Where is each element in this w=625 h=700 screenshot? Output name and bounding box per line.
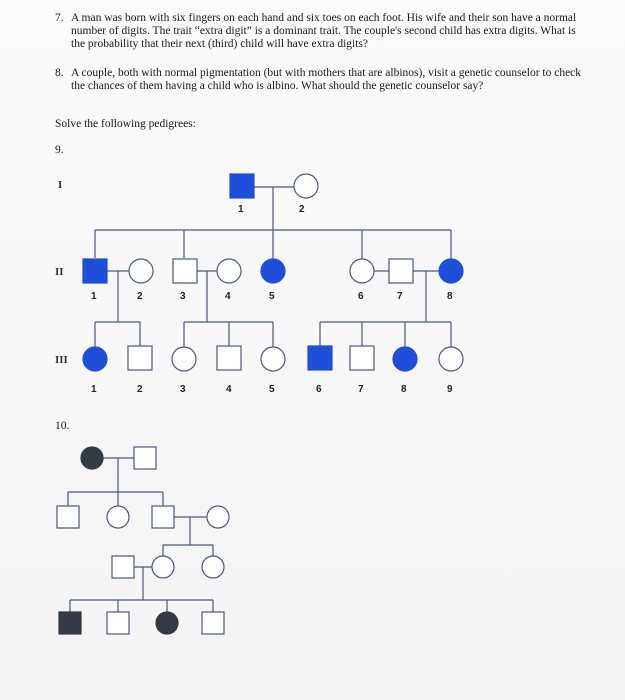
gen3-label-9: 9: [447, 384, 453, 395]
gen2-label-6: 6: [358, 291, 364, 302]
pedigree-9: [55, 174, 463, 395]
gen3-label-7: 7: [358, 384, 364, 395]
gen2-individual-5-female-affected: [261, 259, 285, 283]
gen3-individual-5-female: [261, 347, 285, 371]
gen1-individual-1-male-affected: [230, 174, 254, 198]
p10-gen4-male-2: [202, 612, 224, 634]
question-7-text: A man was born with six fingers on each hand and six toes on each foot. His wife and their son have a normal number of digits. The trait “extra digit” is a dominant trait. The couple's second child has extra digits. What is the probability that their next (third) child will have extra digits?: [71, 12, 577, 50]
pedigree-10: [57, 447, 229, 634]
gen1-individual-2-female: [294, 174, 318, 198]
p10-gen1-female-affected: [81, 447, 103, 469]
p10-gen3-female-2: [202, 556, 224, 578]
gen2-label-7: 7: [397, 291, 403, 302]
gen3-individual-4-male: [217, 346, 241, 370]
gen2-individual-2-female: [129, 259, 153, 283]
p10-gen3-spouse-male: [112, 556, 134, 578]
p10-gen4-female-affected: [156, 612, 178, 634]
gen2-individual-4-female: [217, 259, 241, 283]
gen3-individual-7-male: [350, 346, 374, 370]
question-7-number: 7.: [55, 12, 64, 24]
gen3-label-3: 3: [180, 384, 186, 395]
gen2-label-3: 3: [180, 291, 186, 302]
pedigree-9-number: 9.: [55, 144, 64, 156]
gen2-individual-7-male: [389, 259, 413, 283]
gen3-individual-9-female: [439, 347, 463, 371]
generation-label-1: I: [58, 179, 63, 191]
generation-label-2: II: [55, 266, 64, 278]
gen1-label-2: 2: [299, 204, 305, 215]
gen3-label-2: 2: [137, 384, 143, 395]
gen2-label-5: 5: [269, 291, 275, 302]
gen2-individual-8-female-affected: [439, 259, 463, 283]
gen3-label-8: 8: [401, 384, 407, 395]
gen1-label-1: 1: [238, 204, 244, 215]
gen2-label-4: 4: [225, 291, 231, 302]
pedigree-instruction: Solve the following pedigrees:: [55, 118, 196, 130]
gen3-individual-1-female-affected: [83, 347, 107, 371]
p10-gen2-male-1: [57, 506, 79, 528]
question-8-text: A couple, both with normal pigmentation (but with mothers that are albinos), visit a genetic counselor to check the chances of them having a child who is albino. What should the genetic counselor say?: [71, 67, 582, 92]
gen2-label-1: 1: [91, 291, 97, 302]
gen3-label-1: 1: [91, 384, 97, 395]
p10-gen1-male: [134, 447, 156, 469]
p10-gen3-female-1: [152, 556, 174, 578]
gen3-individual-3-female: [172, 347, 196, 371]
gen2-individual-6-female: [350, 259, 374, 283]
pedigree-10-number: 10.: [55, 420, 70, 432]
p10-gen4-male-affected: [59, 612, 81, 634]
gen3-label-6: 6: [316, 384, 322, 395]
question-8-number: 8.: [55, 67, 64, 79]
p10-gen2-spouse-female: [207, 506, 229, 528]
p10-gen2-female: [107, 506, 129, 528]
p10-gen4-male: [107, 612, 129, 634]
gen3-label-4: 4: [226, 384, 232, 395]
gen2-label-2: 2: [137, 291, 143, 302]
gen2-individual-1-male-affected: [83, 259, 107, 283]
p10-gen2-male-2: [152, 506, 174, 528]
generation-label-3: III: [55, 354, 68, 366]
gen3-individual-6-male-affected: [308, 346, 332, 370]
gen2-individual-3-male: [173, 259, 197, 283]
gen3-individual-8-female-affected: [393, 347, 417, 371]
gen3-label-5: 5: [269, 384, 275, 395]
gen3-individual-2-male: [128, 346, 152, 370]
gen2-label-8: 8: [447, 291, 453, 302]
